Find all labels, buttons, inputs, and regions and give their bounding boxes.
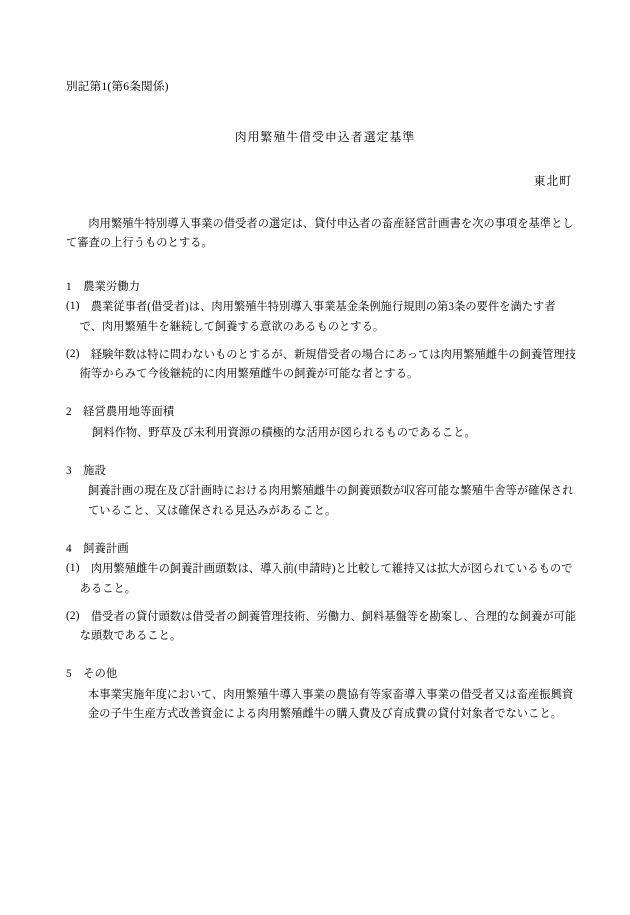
section-4-item-1-marker: (1) — [66, 562, 80, 575]
section-1-item-1-text: 農業従事者(借受者)は、肉用繁殖牛特別導入事業基金条例施行規則の第3条の要件を満たす者で、肉用繁殖牛を継続して飼養する意欲のあるものとする。 — [79, 301, 556, 333]
section-5 — [66, 666, 578, 724]
document-title: 肉用繁殖牛借受申込者選定基準 — [234, 129, 416, 144]
section-3-body: 飼養計画の現在及び計画時における肉用繁殖雌牛の飼養頭数が収容可能な繁殖牛舎等が確保されていること、又は確保される見込みがあること。 — [88, 485, 574, 517]
section-1-item-2 — [66, 346, 578, 385]
section-4-item-1-text: 肉用繁殖雌牛の飼養計画頭数は、導入前(申請時)と比較して維持又は拡大が図られているものであること。 — [79, 563, 573, 595]
section-1-item-2-marker: (2) — [66, 347, 80, 360]
section-2-body: 飼料作物、野草及び未利用資源の積極的な活用が図られるものであること。 — [92, 426, 476, 439]
section-4-item-1 — [66, 560, 578, 599]
section-2-heading: 2 経営農用地等面積 — [66, 406, 175, 419]
section-3 — [66, 463, 578, 521]
section-3-heading: 3 施設 — [66, 465, 106, 478]
section-4-item-2-marker: (2) — [66, 609, 80, 622]
document-reference: 別記第1(第6条関係) — [66, 80, 169, 93]
document-lead-paragraph: 肉用繁殖牛特別導入事業の借受者の選定は、貸付申込者の畜産経営計画書を次の事項を基準として審査の上行うものとする。 — [66, 217, 574, 249]
section-5-body: 本事業実施年度において、肉用繁殖牛導入事業の農協有等家畜導入事業の借受者又は畜産振興資金の子牛生産方式改善資金による肉用繁殖雌牛の購入費及び育成費の貸付対象者でないこと。 — [88, 688, 574, 721]
section-2 — [66, 404, 578, 443]
section-1-item-2-text: 経験年数は特に問わないものとするが、新規借受者の場合にあっては肉用繁殖雌牛の飼養管理技術等からみて今後継続的に肉用繁殖雌牛の飼養が可能な者とする。 — [79, 348, 577, 381]
section-4-item-2-text: 借受者の貸付頭数は借受者の飼養管理技術、労働力、飼料基盤等を勘案し、合理的な飼養が可能な頭数であること。 — [79, 610, 577, 643]
section-4 — [66, 541, 578, 646]
section-5-heading: 5 その他 — [66, 668, 118, 681]
section-4-item-2 — [66, 608, 578, 647]
document-issuer: 東北町 — [533, 174, 572, 189]
section-1 — [66, 279, 578, 384]
section-4-heading: 4 飼養計画 — [66, 543, 129, 555]
section-1-item-1 — [66, 298, 578, 337]
section-1-item-1-marker: (1) — [66, 300, 80, 313]
section-1-heading: 1 農業労働力 — [66, 281, 141, 294]
